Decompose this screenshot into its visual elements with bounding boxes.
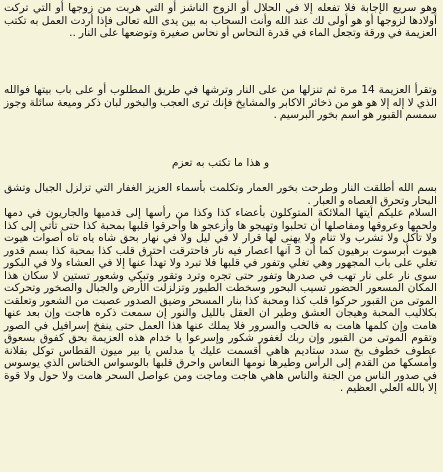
incantation-opening: بسم الله أطلقت النار وطرحت بخور العمار وتكلمت بأسماء العزيز الغفار التي تزلزل الجبال وتشق البحار وتحرق العصاه و العبار . — [4, 181, 437, 207]
instruction-paragraph-1: وهو سريع الإجابة فلا تفعله إلا في الحلال أو الزوج الناشز أو التي هربت من زوجها أو التي تركت أولادها لزوجها أو هو أولى لك عند الله وأنت السحاب به بين يدى الله تعالى فإذا أردت العمل به تكتب العزيمة في ورقة وتجعل الماء في قدرة النحاس أو نحاس صغيرة وتوضعها على النار .. — [4, 1, 437, 40]
instruction-paragraph-2: وتقرأ العزيمة 14 مرة ثم تنزلها من على النار وترشها في طريق المطلوب أو على باب بيتها فوالله الذي لا إله إلا هو هو من ذخائر الاكابر والمشايخ فإنك ترى العجب والبخور لبان ذكر وميعة سائلة وجوز سمسم القبور هو اسم بخور البرسيم . — [4, 83, 437, 122]
incantation-body: السلام عليكم أيتها الملائكة المتوكلون بأعضاء كذا وكذا من رأسها إلى قدميها والجاريون في دمها ولحمها وعروقها ومفاصلها أن تحلبوا وتهيجو ها وأزعجو ها وأحرقوا قلبها بمحبة كذا حتى تأتي إلى كذا ولا تأكل ولا تشرب ولا تنام ولا يهنى لها قرار لا في ليل ولا في نهار بحق شاه ياه تاه أصوات هيوت هيوت أبرسوت برهيون كما أن 3 آنها اعصار فيه نار فاحترقت احترق قلب كذا بمحبة كذا بسم قدور تغلي على باب المجهور وهي تغلي وتفور في قلبها فلا تبرد ولا تهدأ عنها إلا في العشاء ولا في البكور سوى نار على نار تهب في صدرها وتفور حتى تجره وترد وتقور وتبكي وشعور تستين لا سكان هذا المكان المسعور الحضور تسيب البحور وسخطت الطيور وتزلزلت الأرض والجبال والصخور وتحركت الموتى من القبور حركوا قلب كذا ومحبة كذا بنار المسحر وضيق الصدور عصبت من الشعور وتعلقت بكلاليب المحبة وهيجان العشق وطير ان العقل بالليل والنور إن سمعت ذكره هاجت وإن بعد عنها هامت وإن كلمها هامت به فالحب والسرور فلا يملك عنها هذا العمل حتى ينفخ إسرافيل في الصور وتقوم الموتى من القبور وإن ربك لغفور شكور وإسرعوا يا خدام هذه العزيمة بحق كفوق بسعوق عطوف خطوف بخ سدد ستاديم هاهي أقسمت عليك يا مدلس يا بير ميون القطاس توكل بقلانة وأمسكها من القدم إلى الرأس وطيرها نومها النعاس واحرق قلبها بالوسواس الخناس الذي يوسوس في صدور الناس من الجنة والناس هاهي هاجت وماجت ومن عواصل السحر هامت ولا حول ولا قوة إلا بالله العلي العظيم . — [4, 206, 437, 395]
section-heading: و هذا ما تكتب به تعزم — [171, 156, 270, 169]
